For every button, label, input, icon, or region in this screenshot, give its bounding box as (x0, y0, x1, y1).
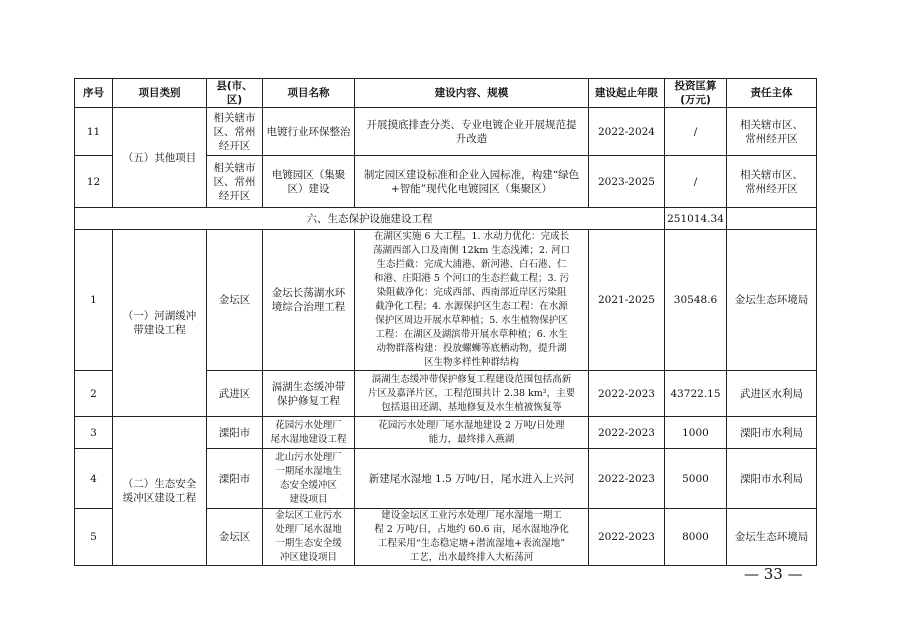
header-owner: 责任主体 (727, 79, 817, 108)
header-content: 建设内容、规模 (355, 79, 589, 108)
owner-cell: 溧阳市水利局 (727, 417, 817, 449)
investment-cell: / (665, 108, 727, 156)
project-name-cell: 金坛长荡湖水环 境综合治理工程 (263, 230, 355, 371)
period-cell: 2023-2025 (589, 156, 665, 208)
investment-cell: 8000 (665, 509, 727, 566)
project-name-cell: 滆湖生态缓冲带 保护修复工程 (263, 371, 355, 417)
header-investment: 投资匡算 (万元) (665, 79, 727, 108)
county-cell: 金坛区 (207, 230, 263, 371)
project-name-cell: 北山污水处理厂 一期尾水湿地生 态安全缓冲区 建设项目 (263, 449, 355, 509)
county-cell: 金坛区 (207, 509, 263, 566)
page-number: — 33 — (744, 565, 803, 583)
row-number: 3 (75, 417, 113, 449)
period-cell: 2022-2023 (589, 417, 665, 449)
table-row (75, 230, 817, 371)
investment-cell: 5000 (665, 449, 727, 509)
investment-cell: / (665, 156, 727, 208)
header-category: 项目类别 (113, 79, 207, 108)
county-cell: 相关辖市 区、常州 经开区 (207, 156, 263, 208)
header-project-name: 项目名称 (263, 79, 355, 108)
content-cell: 建设金坛区工业污水处理厂尾水湿地一期工 程 2 万吨/日，占地约 60.6 亩，尾水湿地净化 工程采用“生态稳定塘+潜流湿地+表流湿地” 工艺，出水最终排入大柘荡河 (355, 509, 589, 566)
content-cell: 花园污水处理厂尾水湿地建设 2 万吨/日处理 能力，最终排入燕湖 (355, 417, 589, 449)
content-cell: 制定园区建设标准和企业入园标准，构建“绿色 +智能”现代化电镀园区（集聚区） (355, 156, 589, 208)
project-name-cell: 电镀园区（集聚 区）建设 (263, 156, 355, 208)
owner-cell: 相关辖市区、 常州经开区 (727, 156, 817, 208)
table-row (75, 417, 817, 449)
row-number: 1 (75, 230, 113, 371)
header-county: 县(市、区) (207, 79, 263, 108)
county-cell: 溧阳市 (207, 449, 263, 509)
county-cell: 溧阳市 (207, 417, 263, 449)
section-investment: 251014.34 (665, 208, 727, 230)
period-cell: 2021-2025 (589, 230, 665, 371)
investment-cell: 1000 (665, 417, 727, 449)
category-cell: （五）其他项目 (113, 108, 207, 208)
content-cell: 在湖区实施 6 大工程。1. 水动力优化：完成长 荡湖西部入口及南侧 12km 生态浅滩；2. 河口 生态拦截：完成大浦港、新河港、白石港、仁 和港、庄阳港 5 个河口的生态拦截工程；3. 污 染阻截净化：完成西部、西南部近岸区污染阻 截净化工程；4. 水源保护区生态工程：在水源 保护区周边开展水草种植；5. 水生植物保护区 工程：在湖区及湖滨带开展水草种植；6. 水生 动物群落构建：投放螺蛳等底栖动物，提升湖 区生物多样性种群结构 (355, 230, 589, 371)
row-number: 2 (75, 371, 113, 417)
owner-cell: 金坛生态环境局 (727, 230, 817, 371)
table-header-row (75, 79, 817, 108)
period-cell: 2022-2023 (589, 371, 665, 417)
table-row (75, 108, 817, 156)
category-cell: （二）生态安全 缓冲区建设工程 (113, 417, 207, 566)
project-name-cell: 电镀行业环保整治 (263, 108, 355, 156)
county-cell: 相关辖市 区、常州 经开区 (207, 108, 263, 156)
owner-cell: 相关辖市区、 常州经开区 (727, 108, 817, 156)
row-number: 4 (75, 449, 113, 509)
content-cell: 开展摸底排查分类、专业电镀企业开展规范提 升改造 (355, 108, 589, 156)
row-number: 11 (75, 108, 113, 156)
investment-cell: 30548.6 (665, 230, 727, 371)
owner-cell: 金坛生态环境局 (727, 509, 817, 566)
content-cell: 新建尾水湿地 1.5 万吨/日，尾水进入上兴河 (355, 449, 589, 509)
row-number: 5 (75, 509, 113, 566)
category-cell: （一）河湖缓冲 带建设工程 (113, 230, 207, 417)
header-no: 序号 (75, 79, 113, 108)
county-cell: 武进区 (207, 371, 263, 417)
content-cell: 滆湖生态缓冲带保护修复工程建设范围包括高新 片区及嘉泽片区，工程范围共计 2.38 km²，主要 包括退田还湖、基地修复及水生植被恢复等 (355, 371, 589, 417)
investment-cell: 43722.15 (665, 371, 727, 417)
period-cell: 2022-2023 (589, 509, 665, 566)
section-row (75, 208, 817, 230)
row-number: 12 (75, 156, 113, 208)
owner-cell: 武进区水利局 (727, 371, 817, 417)
section-owner-empty (727, 208, 817, 230)
period-cell: 2022-2023 (589, 449, 665, 509)
section-title: 六、生态保护设施建设工程 (75, 208, 665, 230)
project-name-cell: 花园污水处理厂 尾水湿地建设工程 (263, 417, 355, 449)
project-table (74, 78, 817, 566)
project-name-cell: 金坛区工业污水 处理厂尾水湿地 一期生态安全缓 冲区建设项目 (263, 509, 355, 566)
period-cell: 2022-2024 (589, 108, 665, 156)
owner-cell: 溧阳市水利局 (727, 449, 817, 509)
header-period: 建设起止年限 (589, 79, 665, 108)
